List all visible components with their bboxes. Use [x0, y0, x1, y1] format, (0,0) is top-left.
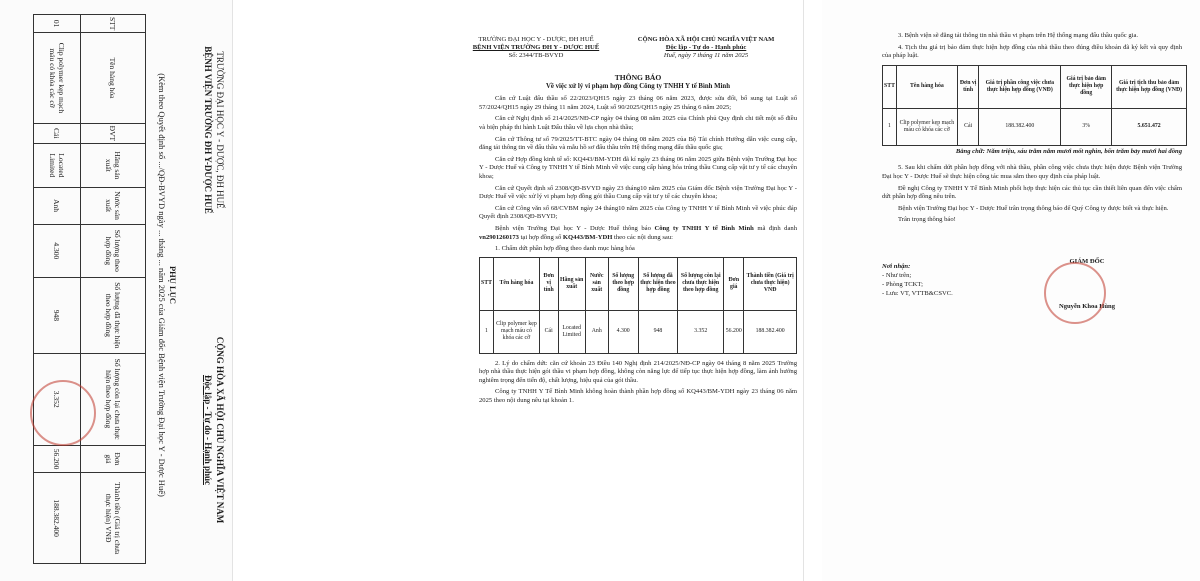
notice-header [421, 0, 803, 59]
notice-page [421, 0, 803, 581]
list-item: - Phòng TCKT; [882, 281, 923, 288]
closing-line: Trân trọng thông báo! [898, 216, 956, 224]
legal-basis-paragraph: Căn cứ Hợp đồng kinh tế số: KQ443/BM-YDH đã kí ngày 23 tháng 06 năm 2025 giữa Bệnh viện Trường Đại học Y - Dược Huế và Công ty TNHH Y tế Bình Minh về việc cung cấp hàng hóa trúng thầu Cung cấp vật tư y tế các chuyên khoa; [479, 155, 797, 180]
appendix-table [33, 14, 146, 564]
item-4: 4. Tịch thu giá trị bảo đảm thực hiện hợp đồng của nhà thầu theo đúng điều khoản đã ký kết và quy định của pháp luật. [882, 43, 1182, 60]
table-row: 1 Clip polymer kẹp mạch máu có khóa các cỡ Cái Located Limited Anh 4.300 948 3.352 56.200 188.382.400 [480, 310, 797, 353]
list-item: - Như trên; [882, 272, 912, 279]
appendix-header [172, 0, 232, 570]
company-paragraph: Bệnh viện Trường Đại học Y - Dược Huế thông báo Công ty TNHH Y tế Bình Minh mã định danh vn2901260173 tại hợp đồng số KQ443/BM-YDH theo các nội dung sau: [479, 224, 797, 241]
appendix-nation-header: CỘNG HÒA XÃ HỘI CHỦ NGHĨA VIỆT NAM Độc lập - Tự do - Hạnh phúc [203, 336, 225, 524]
terminated-items-table [479, 257, 797, 354]
legal-basis-paragraph: Căn cứ Nghị định số 214/2025/NĐ-CP ngày 04 tháng 08 năm 2025 của Chính phủ Quy định chi tiết một số điều và biện pháp thi hành Luật Đấu thầu về lựa chọn nhà thầu; [479, 115, 797, 131]
page-separator [232, 0, 233, 581]
table-header-row: STT Tên hàng hóa ĐVT Hãng sản xuất Nước sản xuất Số lượng theo hợp đồng Số lượng đã thực hiện theo hợp đồng Số lượng còn lại chưa thực hiện theo hợp đồng Đơn giá Thành tiền (Giá trị chưa thực hiện) VNĐ [81, 15, 146, 564]
amount-in-words: Bằng chữ: Năm triệu, sáu trăm năm mươi mốt nghìn, bốn trăm bảy mươi hai đồng [955, 147, 1182, 155]
appendix-rotated-content [0, 0, 232, 570]
item-3: 3. Bệnh viện sẽ đăng tải thông tin nhà thầu vi phạm trên Hệ thống mạng đấu thầu quốc gia. [898, 32, 1139, 39]
appendix-stamp [30, 380, 96, 446]
info-paragraph: Bệnh viện Trường Đại học Y - Dược Huế trân trọng thông báo để Quý Công ty được biết và thực hiện. [898, 204, 1169, 212]
page-separator [803, 0, 804, 581]
notice-number: Số: 2344/TB-BVYD [508, 52, 564, 59]
appendix-subtitle: (Kèm theo Quyết định số .../QĐ-BVYD ngày ... tháng ... năm 2025 của Giám đốc Bệnh viện Trường Đại học Y - Dược Huế) [157, 73, 167, 497]
item-2: 2. Lý do chấm dứt: căn cứ khoản 23 Điều 140 Nghị định 214/2025/NĐ-CP ngày 04 tháng 8 năm 2025 Trường hợp nhà thầu thực hiện gói thầu vi phạm hợp đồng, không còn năng lực để tiếp tục thực hiện hợp đồng, làm ảnh hưởng nghiêm trọng đến tiến độ, chất lượng, hiệu quả của gói thầu. [479, 359, 797, 384]
legal-basis-paragraph: Căn cứ Thông tư số 79/2025/TT-BTC ngày 04 tháng 08 năm 2025 của Bộ Tài chính Hướng dẫn việc cung cấp, đăng tải thông tin về đấu thầu và mẫu hồ sơ đấu thầu trên Hệ thống mạng đấu thầu quốc gia; [479, 135, 797, 152]
notice-page-2 [822, 0, 1200, 581]
item-1: 1. Chấm dứt phần hợp đồng theo danh mục hàng hóa [495, 245, 635, 253]
official-stamp [1044, 262, 1106, 324]
legal-basis-paragraph: Căn cứ Luật đấu thầu số 22/2023/QH15 ngày 23 tháng 06 năm 2023, được sửa đổi, bổ sung tại Luật số 57/2024/QH15 ngày 29 tháng 11 năm 2024, Luật số 90/2025/QH15 ngày 25 tháng 6 năm 2025; [479, 95, 797, 111]
signer-title: GIÁM ĐỐC [1069, 258, 1105, 265]
notice-title: THÔNG BÁO [614, 73, 662, 82]
legal-basis-paragraph: Căn cứ Công văn số 68/CVBM ngày 24 tháng10 năm 2025 của Công ty TNHH Y tế Bình Minh về việc phúc đáp Quyết định 2308/QĐ-BVYD; [479, 204, 797, 221]
notice-org-header: TRƯỜNG ĐẠI HỌC Y - DƯỢC, ĐH HUẾ BỆNH VIỆN TRƯỜNG ĐH Y - DƯỢC HUẾ Số: 2344/TB-BVYD [461, 36, 611, 60]
recipients-block: Nơi nhận: - Như trên; - Phòng TCKT; - Lưu: VT, VTTB&CSVC. [882, 262, 1002, 298]
table-row: 1 Clip polymer kẹp mạch máu có khóa các cỡ Cái 188.382.400 3% 5.651.472 [883, 108, 1187, 145]
notice-body [479, 74, 797, 409]
table-header-row: STT Tên hàng hóa Đơn vị tính Giá trị phần công việc chưa thực hiện hợp đồng (VNĐ) Giá trị bảo đảm thực hiện hợp đồng Giá trị tịch thu bảo đảm thực hiện hợp đồng (VNĐ) [883, 65, 1187, 108]
notice-date: Huế, ngày 7 tháng 11 năm 2025 [663, 52, 749, 59]
notice-subject: Về việc xử lý vi phạm hợp đồng Công ty TNHH Y tế Bình Minh [546, 82, 730, 90]
notice-nation-header: CỘNG HÒA XÃ HỘI CHỦ NGHĨA VIỆT NAM Độc lập - Tự do - Hạnh phúc Huế, ngày 7 tháng 11 năm 2025 [621, 36, 791, 60]
appendix-page [0, 0, 232, 581]
list-item: - Lưu: VT, VTTB&CSVC. [882, 290, 953, 297]
appendix-org-header: TRƯỜNG ĐẠI HỌC Y - DƯỢC, ĐH HUẾ BỆNH VIỆN TRƯỜNG ĐH Y-DƯỢC HUẾ [203, 46, 225, 214]
appendix-title: PHỤ LỤC [168, 265, 178, 304]
table-row: 01 Clip polymer kẹp mạch máu có khóa các cỡ Cái Located Limited Anh 4.300 948 3.352 56.200 188.382.400 [34, 15, 81, 564]
forfeit-table [882, 65, 1187, 146]
signer-name: Nguyễn Khoa Hùng [1058, 302, 1116, 310]
table-header-row: STT Tên hàng hóa Đơn vị tính Hãng sản xuất Nước sản xuất Số lượng theo hợp đồng Số lượng đã thực hiện theo hợp đồng Số lượng còn lại chưa thực hiện theo hợp đồng Đơn giá Thành tiền (Giá trị chưa thực hiện) VNĐ [480, 257, 797, 310]
item-5: 5. Sau khi chấm dứt phần hợp đồng với nhà thầu, phần công việc chưa thực hiện được Bệnh viện Trường Đại học Y - Dược Huế sẽ thực hiện công tác mua sắm theo quy định của pháp luật. [882, 164, 1182, 180]
request-paragraph: Đề nghị Công ty TNHH Y Tế Bình Minh phối hợp thực hiện các thủ tục cần thiết liên quan đến việc chấm dứt phần hợp đồng nêu trên. [882, 184, 1182, 201]
legal-basis-paragraph: Căn cứ Quyết định số 2308/QĐ-BVYD ngày 23 tháng10 năm 2025 của Giám đốc Bệnh viện Trường Đại học Y - Dược Huế về việc xử lý vi phạm hợp đồng gói thầu Cung cấp vật tư y tế các chuyên khoa; [479, 184, 797, 201]
page3-body [882, 32, 1182, 228]
item-2-detail: Công ty TNHH Y Tế Bình Minh không hoàn thành phần hợp đồng số KQ443/BM-YDH ngày 23 tháng 06 năm 2025 theo nội dung nêu tại khoản 1. [479, 388, 797, 405]
